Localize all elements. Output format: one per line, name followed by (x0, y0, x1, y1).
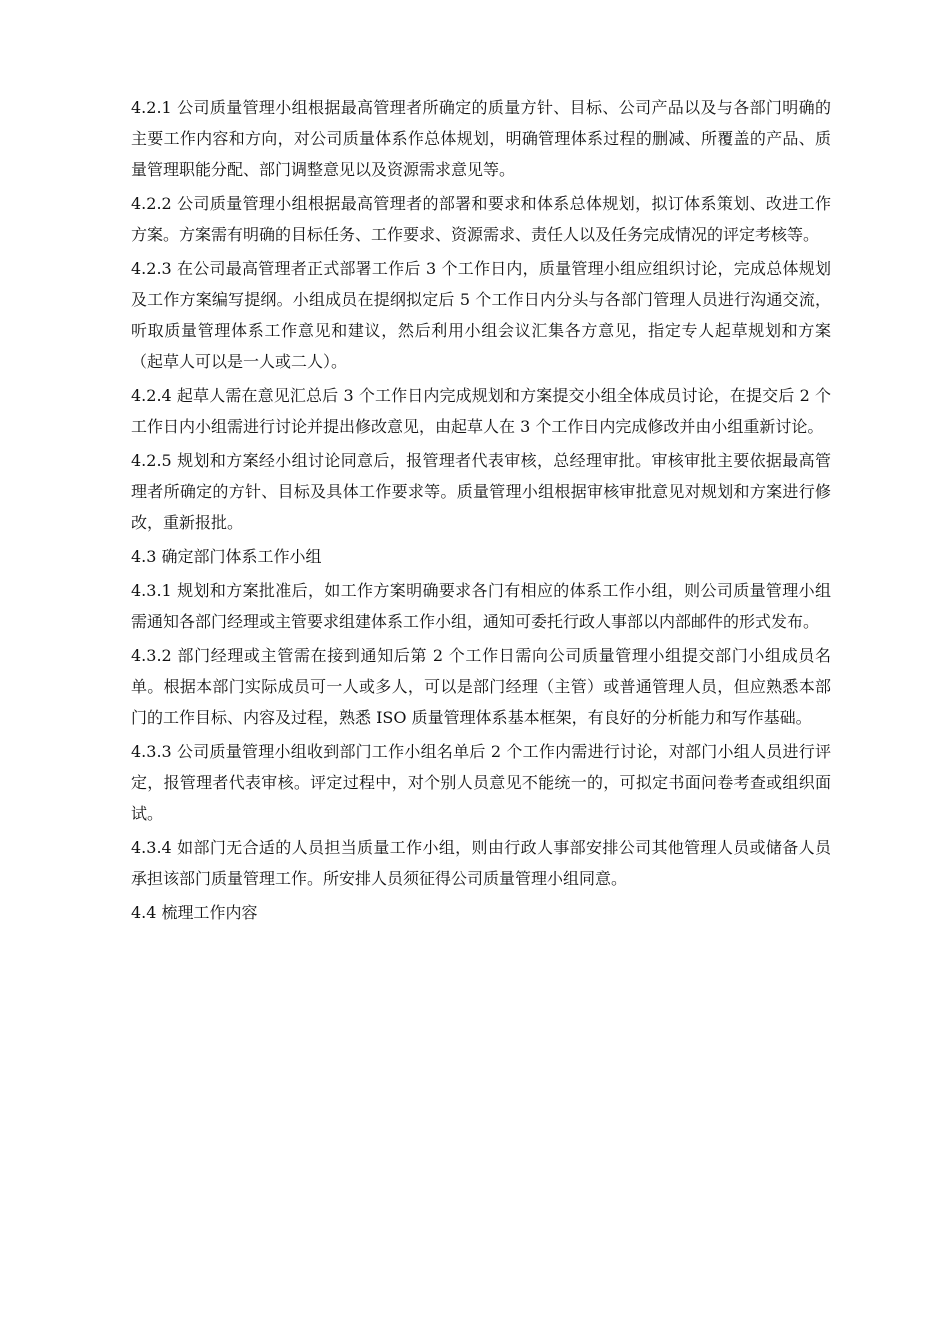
document-page (131, 92, 831, 931)
paragraph-4-2-3: 4.2.3 在公司最高管理者正式部署工作后 3 个工作日内，质量管理小组应组织讨论，完成总体规划及工作方案编写提纲。小组成员在提纲拟定后 5 个工作日内分头与各部门管理人员进行沟通交流，听取质量管理体系工作意见和建议，然后利用小组会议汇集各方意见，指定专人起草规划和方案（起草人可以是一人或二人）。 (131, 259, 831, 371)
paragraph-4-3-4: 4.3.4 如部门无合适的人员担当质量工作小组，则由行政人事部安排公司其他管理人员或储备人员承担该部门质量管理工作。所安排人员须征得公司质量管理小组同意。 (131, 838, 831, 888)
paragraph-4-2-4: 4.2.4 起草人需在意见汇总后 3 个工作日内完成规划和方案提交小组全体成员讨论，在提交后 2 个工作日内小组需进行讨论并提出修改意见，由起草人在 3 个工作日内完成修改并由小组重新讨论。 (131, 386, 831, 436)
paragraph-4-2-2: 4.2.2 公司质量管理小组根据最高管理者的部署和要求和体系总体规划，拟订体系策划、改进工作方案。方案需有明确的目标任务、工作要求、资源需求、责任人以及任务完成情况的评定考核等。 (131, 194, 831, 244)
section-heading-4-4: 4.4 梳理工作内容 (131, 903, 258, 922)
paragraph-4-2-5: 4.2.5 规划和方案经小组讨论同意后，报管理者代表审核，总经理审批。审核审批主要依据最高管理者所确定的方针、目标及具体工作要求等。质量管理小组根据审核审批意见对规划和方案进行修改，重新报批。 (131, 451, 831, 532)
paragraph-4-2-1: 4.2.1 公司质量管理小组根据最高管理者所确定的质量方针、目标、公司产品以及与各部门明确的主要工作内容和方向，对公司质量体系作总体规划，明确管理体系过程的删减、所覆盖的产品、质量管理职能分配、部门调整意见以及资源需求意见等。 (131, 98, 831, 179)
section-heading-4-3: 4.3 确定部门体系工作小组 (131, 547, 322, 566)
paragraph-4-3-3: 4.3.3 公司质量管理小组收到部门工作小组名单后 2 个工作内需进行讨论，对部门小组人员进行评定，报管理者代表审核。评定过程中，对个别人员意见不能统一的，可拟定书面问卷考查或组织面试。 (131, 742, 831, 823)
paragraph-4-3-1: 4.3.1 规划和方案批准后，如工作方案明确要求各门有相应的体系工作小组，则公司质量管理小组需通知各部门经理或主管要求组建体系工作小组，通知可委托行政人事部以内部邮件的形式发布。 (131, 581, 831, 631)
paragraph-4-3-2: 4.3.2 部门经理或主管需在接到通知后第 2 个工作日需向公司质量管理小组提交部门小组成员名单。根据本部门实际成员可一人或多人，可以是部门经理（主管）或普通管理人员，但应熟悉本部门的工作目标、内容及过程，熟悉 ISO 质量管理体系基本框架，有良好的分析能力和写作基础。 (131, 646, 831, 727)
